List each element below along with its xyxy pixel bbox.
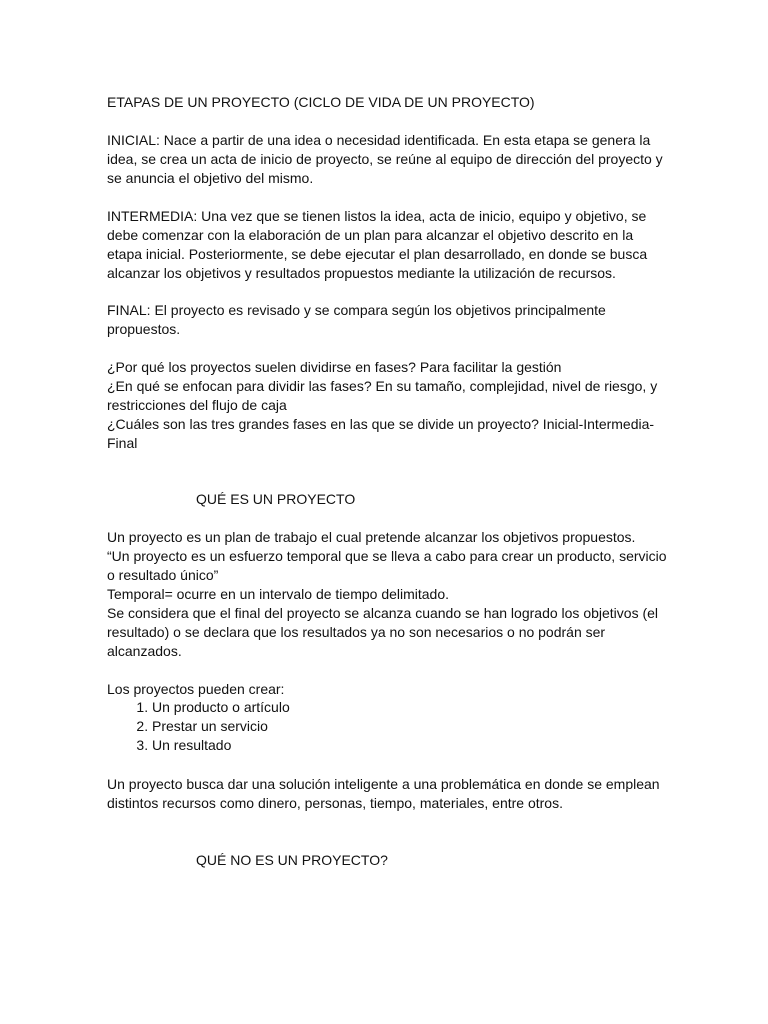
definition-line: Un proyecto es un plan de trabajo el cual pretende alcanzar los objetivos propuestos. xyxy=(107,529,636,545)
text-inicial: Nace a partir de una idea o necesidad identificada. En esta etapa se genera la idea, se crea un acta de inicio de proyecto, se reúne al equipo de dirección del proyecto y se anuncia el objetivo del mismo. xyxy=(107,132,663,186)
document-title: ETAPAS DE UN PROYECTO (CICLO DE VIDA DE UN PROYECTO) xyxy=(107,94,535,110)
list-item: 1. Un producto o artículo xyxy=(152,698,652,717)
paragraph-solucion: Un proyecto busca dar una solución inteligente a una problemática en donde se emplean distintos recursos como dinero, personas, tiempo, materiales, entre otros. xyxy=(107,776,660,811)
heading-que-no-es-un-proyecto: QUÉ NO ES UN PROYECTO? xyxy=(196,852,388,868)
question-line: ¿En qué se enfocan para dividir las fases? En su tamaño, complejidad, nivel de riesgo, y restricciones del flujo de caja xyxy=(107,378,658,413)
paragraph-intermedia xyxy=(107,207,667,283)
paragraph-inicial xyxy=(107,131,667,188)
text-final: El proyecto es revisado y se compara según los objetivos principalmente propuestos. xyxy=(107,302,606,337)
definition-line: Se considera que el final del proyecto se alcanza cuando se han logrado los objetivos (el resultado) o se declara que los resultados ya no son necesarios o no podrán ser alcanzados. xyxy=(107,605,659,659)
label-inicial: INICIAL: xyxy=(107,132,160,148)
definition-block xyxy=(107,528,667,661)
questions-block xyxy=(107,358,667,453)
pueden-crear-list xyxy=(107,698,652,755)
label-intermedia: INTERMEDIA: xyxy=(107,208,198,224)
definition-line: Temporal= ocurre en un intervalo de tiempo delimitado. xyxy=(107,586,450,602)
label-final: FINAL: xyxy=(107,302,151,318)
definition-line: “Un proyecto es un esfuerzo temporal que se lleva a cabo para crear un producto, servicio o resultado único” xyxy=(107,548,667,583)
heading-que-es-un-proyecto: QUÉ ES UN PROYECTO xyxy=(196,491,356,507)
text-intermedia: Una vez que se tienen listos la idea, acta de inicio, equipo y objetivo, se debe comenzar con la elaboración de un plan para alcanzar el objetivo descrito en la etapa inicial. Posteriormente, se debe ejecutar el plan desarrollado, en donde se busca alcanzar los objetivos y resultados propuestos mediante la utilización de recursos. xyxy=(107,208,648,281)
list-item: 2. Prestar un servicio xyxy=(152,717,652,736)
pueden-crear-intro: Los proyectos pueden crear: xyxy=(107,681,285,697)
question-line: ¿Por qué los proyectos suelen dividirse en fases? Para facilitar la gestión xyxy=(107,359,562,375)
paragraph-final xyxy=(107,301,667,339)
question-line: ¿Cuáles son las tres grandes fases en las que se divide un proyecto? Inicial-Intermedia-Final xyxy=(107,416,655,451)
list-item: 3. Un resultado xyxy=(152,736,652,755)
